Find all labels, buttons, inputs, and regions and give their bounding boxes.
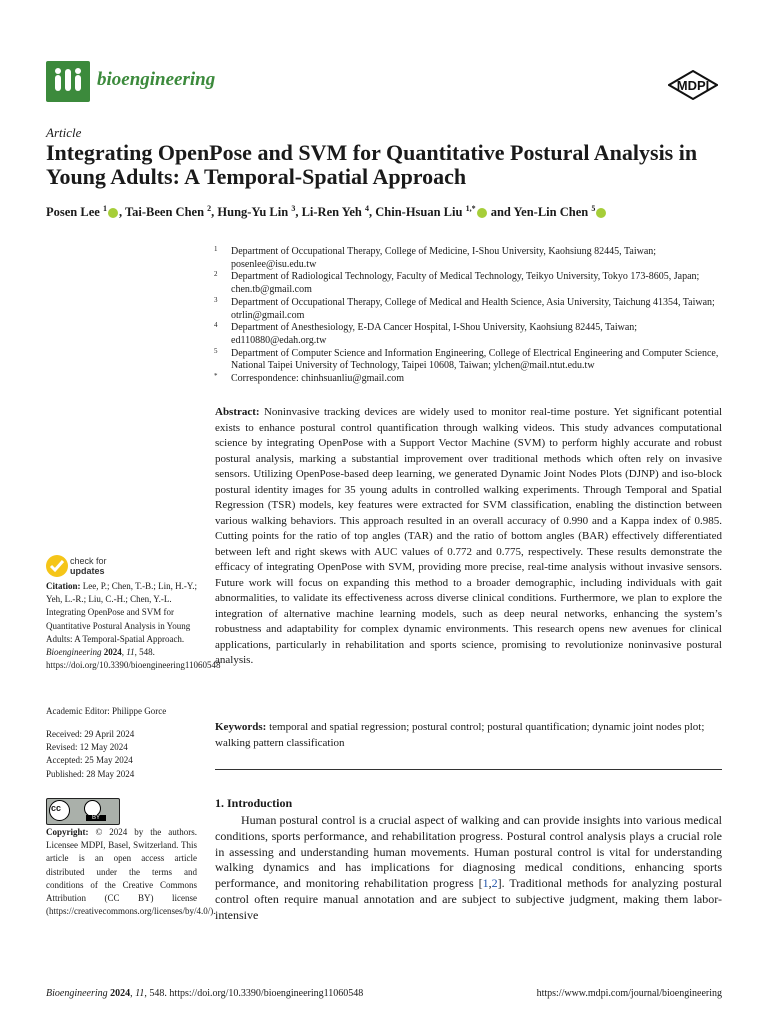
journal-name[interactable]: bioengineering: [97, 69, 216, 90]
abstract: [215, 405, 722, 669]
publisher-name[interactable]: MDPI: [676, 78, 710, 93]
keywords-label: Keywords:: [215, 721, 267, 733]
affiliation-text: Department of Radiological Technology, Faculty of Medical Technology, Teikyo University, Tokyo 173-8605, Japan; chen.tb@gmail.com: [231, 271, 700, 296]
check-updates-line2[interactable]: updates: [70, 566, 105, 576]
affiliation-number: 3: [214, 295, 218, 304]
by-badge-text: BY: [86, 815, 106, 821]
citation: Citation: Lee, P.; Chen, T.-B.; Lin, H.-Y.; Yeh, L.-R.; Liu, C.-H.; Chen, Y.-L. Integrating OpenPose and SVM for Quantitative Postural Analysis in Young Adults: A Temporal-Spatial Approach. Bioengineering 2024, 11, 548. https://doi.org/10.3390/bioengineering11060548: [46, 581, 221, 671]
author-affiliation-marker: 4: [365, 204, 369, 213]
citation-label: Citation:: [46, 581, 81, 591]
reference-link-1[interactable]: 1: [482, 876, 489, 891]
author-name: Chin-Hsuan Liu: [375, 205, 466, 220]
affiliation-item: [212, 373, 732, 386]
accepted-date: Accepted: 25 May 2024: [46, 755, 133, 765]
affiliation-number: 4: [214, 321, 218, 330]
published-date: Published: 28 May 2024: [46, 769, 135, 779]
orcid-icon[interactable]: [108, 208, 118, 218]
orcid-icon[interactable]: [596, 208, 606, 218]
article-type: Article: [46, 125, 82, 140]
intro-paragraph: Human postural control is a crucial aspect of walking and can provide insights into various medical conditions, sports performance, and rehabilitation progress. Postural control analysis plays a crucial role in assessing and understanding human movements. Human postural control is vital for understanding walking dynamics and has implications for diagnosing medical conditions, enhancing sports performance, and monitoring rehabilitation progress [1,2]. Traditional methods for analyzing postural control often require manual annotation and are subject to subjective judgment, making them labor-intensive: [215, 813, 722, 922]
author-affiliation-marker: 1,*: [465, 204, 476, 213]
affiliation-number: 2: [214, 270, 218, 279]
reference-link-2[interactable]: 2: [491, 876, 498, 891]
affiliation-text: Department of Anesthesiology, E-DA Cancer Hospital, I-Shou University, Kaohsiung 82445, Taiwan; ed110880@edah.org.tw: [231, 322, 638, 346]
divider: [215, 769, 722, 770]
author-list: Posen Lee $^1$ , Tai-Been Chen $^2$, Hung-Yu Lin $^3$, Li-Ren Yeh $^4$, Chin-Hsuan Liu $^{1,*}$ and Yen-Lin Chen $^5$: [46, 204, 736, 220]
author-name: Posen Lee: [46, 205, 103, 220]
article-title: Integrating OpenPose and SVM for Quantitative Postural Analysis in Young Adults: A Temporal-Spatial Approach: [46, 140, 698, 189]
footer-journal-url[interactable]: https://www.mdpi.com/journal/bioengineering: [536, 988, 722, 999]
affiliation-text: Department of Occupational Therapy, College of Medicine, I-Shou University, Kaohsiung 82445, Taiwan; posenlee@isu.edu.tw: [231, 246, 657, 270]
affiliation-text: Department of Computer Science and Information Engineering, College of Electrical Engineering and Computer Science, National Taipei University of Technology, Taipei 10608, Taiwan; ylchen@mail.ntut.edu.tw: [231, 347, 719, 372]
abstract-text: Noninvasive tracking devices are widely used to monitor real-time posture. Yet significant potential exists to enhance postural control quantification through walking videos. This study advances computational science by integrating OpenPose with a Support Vector Machine (SVM) to perform highly accurate and robust postural analysis, marking a substantial improvement over traditional methods which often rely on invasive sensors. Utilizing OpenPose-based deep learning, we generated Dynamic Joint Nodes Plots (DJNP) and iso-block postural identity images for 35 young adults in controlled walking experiments. Through Temporal and Spatial Regression (TSR) models, key features were extracted for SVM classification, enabling the distinction between various walking behaviors. This approach resulted in an overall accuracy of 0.990 and a Kappa index of 0.985. Cutting points for the ratio of top angles (TAR) and the ratio of bottom angles (BAR) effectively differentiated between left and right skews with AUC values of 0.772 and 0.775, respectively. These results demonstrate the efficacy of integrating OpenPose with SVM, providing more precise, real-time analysis without invasive sensors. Future work will focus on expanding this method to a broader demographic, including individuals with gait abnormalities, to validate its effectiveness across diverse clinical conditions. Furthermore, we plan to explore the integration of alternative machine learning models, such as deep neural networks, enhancing the system’s robustness and adaptability for complex dynamic environments. This research opens new avenues for clinical applications, particularly in rehabilitation and sports science, promising to revolutionize noninvasive postural analysis.: [215, 406, 723, 666]
abstract-label: Abstract:: [215, 406, 260, 418]
author-affiliation-marker: 2: [207, 204, 212, 213]
footer-citation[interactable]: Bioengineering 2024, 11, 548. https://doi.org/10.3390/bioengineering11060548: [46, 988, 364, 999]
bioengineering-logo-icon: [46, 61, 90, 102]
affiliation-text: Correspondence: chinhsuanliu@gmail.com: [231, 373, 405, 385]
author-affiliation-marker: 5: [591, 204, 596, 213]
author-name: Tai-Been Chen: [124, 205, 208, 220]
revised-date: Revised: 12 May 2024: [46, 742, 128, 752]
intro-body: [215, 813, 722, 924]
affiliation-item: [212, 322, 732, 347]
keywords-text: temporal and spatial regression; postural control; postural quantification; dynamic joint nodes plot; walking pattern classification: [215, 721, 705, 749]
author-name: Hung-Yu Lin: [217, 205, 292, 220]
affiliation-item: [212, 271, 732, 296]
affiliation-number: 5: [214, 346, 218, 355]
orcid-icon[interactable]: [477, 208, 487, 218]
affiliation-text: Department of Occupational Therapy, College of Medical and Health Science, Asia University, Taichung 41354, Taiwan; otrlin@gmail.com: [231, 296, 715, 321]
copyright-label: Copyright:: [46, 827, 89, 837]
affiliation-item: [212, 297, 732, 322]
copyright: Copyright: © 2024 by the authors. Licensee MDPI, Basel, Switzerland. This article is an open access article distributed under the terms and conditions of the Creative Commons Attribution (CC BY) license (https://creativecommons.org/licenses/by/4.0/).: [46, 827, 216, 917]
cc-badge-text: cc: [51, 803, 62, 813]
author-affiliation-marker: 3: [291, 204, 296, 213]
academic-editor: Academic Editor: Philippe Gorce: [46, 706, 167, 716]
received-date: Received: 29 April 2024: [46, 729, 135, 739]
author-affiliation-marker: 1: [102, 204, 107, 213]
affiliation-number: *: [214, 372, 218, 381]
affiliation-number: 1: [214, 245, 218, 253]
affiliations: [212, 246, 732, 386]
affiliation-item: [212, 246, 732, 271]
check-for-updates-icon[interactable]: [46, 555, 68, 577]
check-updates-line1[interactable]: check for: [70, 556, 107, 566]
author-name: Yen-Lin Chen: [513, 205, 592, 220]
author-name: Li-Ren Yeh: [301, 205, 365, 220]
keywords: [215, 720, 722, 751]
affiliation-item: [212, 348, 732, 373]
section-heading: 1. Introduction: [215, 796, 293, 810]
